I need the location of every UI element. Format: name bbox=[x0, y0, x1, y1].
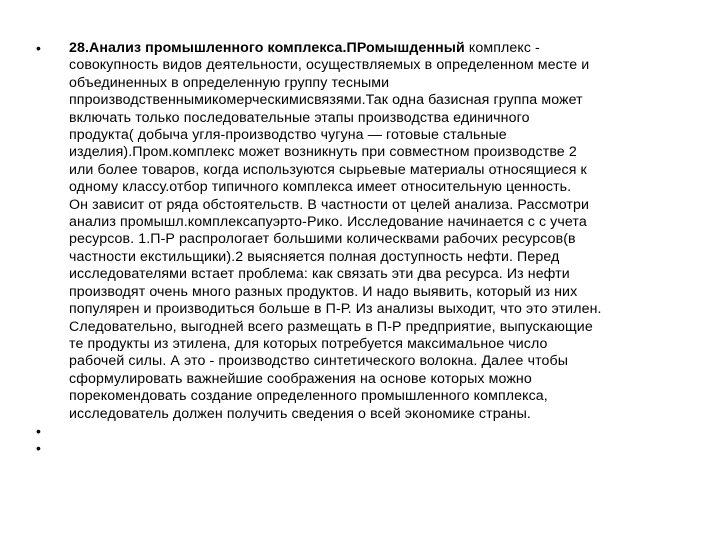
bullet-item-empty bbox=[36, 423, 686, 440]
paragraph-line: включать только последовательные этапы производства единичного bbox=[69, 109, 530, 126]
paragraph-line: совокупность видов деятельности, осуществляемых в определенном месте и bbox=[69, 57, 590, 74]
paragraph-line: те продукты из этилена, для которых потребуется максимальное число bbox=[69, 335, 548, 352]
bullet-dot-icon: • bbox=[36, 422, 42, 439]
paragraph-line: сформулировать важнейшие соображения на основе которых можно bbox=[69, 370, 532, 387]
paragraph-line: изделия).Пром.комплекс может возникнуть при совместном производстве 2 bbox=[69, 144, 577, 161]
paragraph-line: ппроизводственнымикомерческимисвязями.Так одна базисная группа может bbox=[69, 92, 583, 109]
paragraph-line: продукта( добыча угля-производство чугуна — готовые стальные bbox=[69, 127, 507, 144]
paragraph-title: 28.Анализ промышленного комплекса.ПРомышденный bbox=[69, 40, 465, 56]
bullet-dot-icon: • bbox=[36, 40, 42, 56]
paragraph-line: Он зависит от ряда обстоятельств. В частности от целей анализа. Рассмотри bbox=[69, 196, 589, 213]
paragraph-line: ресурсов. 1.П-Р распрологает большими колическвами рабочих ресурсов(в bbox=[69, 231, 576, 248]
paragraph-first-line bbox=[69, 40, 686, 57]
paragraph-line: исследователь должен получить сведения о всей экономике страны. bbox=[69, 405, 531, 422]
paragraph-line: порекомендовать создание определенного промышленного комплекса, bbox=[69, 388, 548, 405]
paragraph-line: анализ промышл.комплексапуэрто-Рико. Исследование начинается с с учета bbox=[69, 214, 587, 231]
paragraph-line: производят очень много разных продуктов. И надо выявить, который из них bbox=[69, 283, 578, 300]
paragraph-line: объединенных в определенную группу тесными bbox=[69, 74, 390, 91]
paragraph-line: Следовательно, выгодней всего размещать в П-Р предприятие, выпускающие bbox=[69, 318, 593, 335]
bullet-dot-icon: • bbox=[36, 440, 42, 457]
paragraph-line: одному классу.отбор типичного комплекса имеет относительную ценность. bbox=[69, 179, 572, 196]
paragraph-line: исследователями встает проблема: как связать эти два ресурса. Из нефти bbox=[69, 266, 570, 283]
paragraph-line: популярен и производиться больше в П-Р. Из анализы выходит, что это этилен. bbox=[69, 301, 602, 318]
paragraph-line: рабочей силы. А это - производство синтетического волокна. Далее чтобы bbox=[69, 353, 569, 370]
paragraph-line: частности екстильщики).2 выясняется полная доступность нефти. Перед bbox=[69, 248, 560, 265]
bullet-item-empty bbox=[36, 440, 686, 457]
paragraph-line: комплекс - bbox=[464, 40, 540, 56]
paragraph-line: или более товаров, когда используются сырьевые материалы относящиеся к bbox=[69, 161, 587, 178]
bullet-item-main bbox=[36, 40, 686, 423]
bullet-list bbox=[36, 40, 686, 458]
